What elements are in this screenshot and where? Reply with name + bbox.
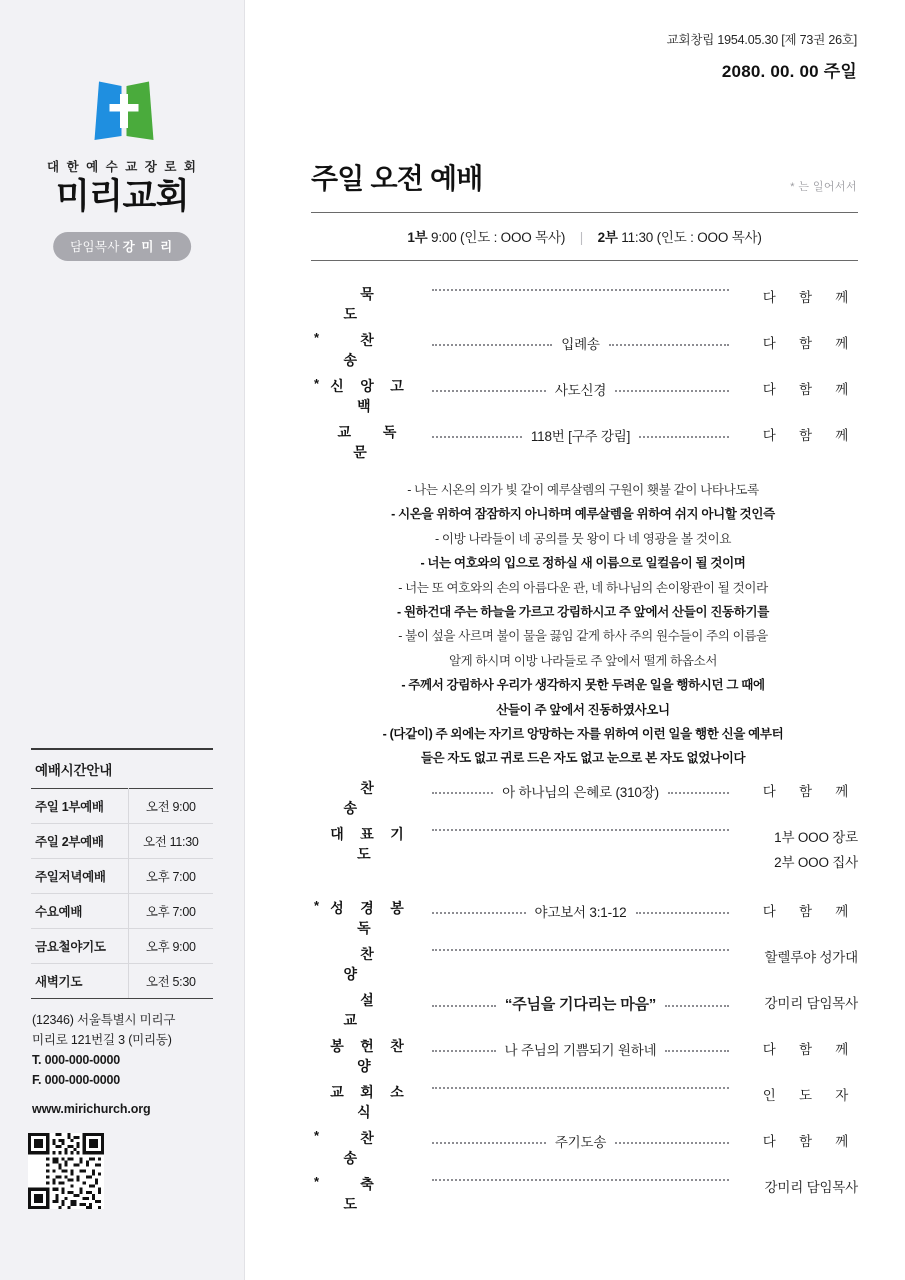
performer-text: 할렐루야 성가대 (764, 950, 858, 965)
service-time: 오후 9:00 (128, 929, 213, 964)
page-title: 주일 오전 예배 (311, 163, 483, 194)
order-label (311, 1080, 423, 1122)
founding-info: 교회창립 1954.05.30 [제 73권 26호] (666, 33, 857, 47)
order-label-text: 교 독 문 (337, 424, 411, 460)
order-row-announcements (311, 1080, 858, 1126)
performer-text: 다 함 께 (762, 904, 858, 919)
order-value: 아 하나님의 은혜로 (310장) (502, 785, 659, 800)
second-session-label: 2부 (597, 230, 618, 245)
dot-leader (432, 1179, 729, 1181)
performer-text: 다 함 께 (762, 784, 858, 799)
service-name: 주일저녁예배 (31, 859, 128, 894)
stand-star: * (314, 898, 320, 913)
performer-text: 다 함 께 (762, 1134, 858, 1149)
sidebar (0, 0, 245, 1280)
dot-leader (639, 436, 729, 438)
dot-leader (432, 390, 546, 392)
dot-leader (432, 289, 729, 291)
order-label-text: 찬 송 (343, 332, 408, 368)
performer-text: 1부 OOO 장로 (774, 830, 858, 845)
order-performer (738, 1080, 858, 1108)
stand-star: * (314, 1174, 320, 1189)
order-leader (423, 1034, 738, 1059)
order-row-creed (311, 374, 858, 420)
order-value: 입례송 (561, 337, 600, 352)
performer-text-2: 2부 OOO 집사 (774, 855, 858, 870)
dot-leader (609, 344, 729, 346)
service-name: 수요예배 (31, 894, 128, 929)
order-row-choir-anthem (311, 942, 858, 988)
bulletin-date: 2080. 00. 00 주일 (721, 62, 857, 81)
dot-leader (432, 792, 493, 794)
order-value: 나 주님의 기쁨되기 원하네 (504, 1043, 657, 1058)
order-label-text: 설 교 (343, 992, 408, 1028)
table-row (31, 964, 213, 999)
telephone: T. 000-000-0000 (32, 1053, 121, 1067)
order-label (311, 822, 423, 864)
order-row-meditation (311, 282, 858, 328)
reading-line: - 너는 또 여호와의 손의 아름다운 관, 네 하나님의 손이왕관이 될 것이라 (398, 580, 768, 595)
order-performer (738, 282, 858, 310)
address-line-2: 미리로 121번길 3 (미리동) (32, 1033, 172, 1047)
order-performer (738, 822, 858, 875)
order-label (311, 328, 423, 370)
performer-text: 다 함 께 (762, 382, 858, 397)
order-row-representative-prayer (311, 822, 858, 896)
order-row-responsive-reading (311, 420, 858, 466)
dot-leader (668, 792, 729, 794)
service-time: 오후 7:00 (128, 859, 213, 894)
reading-line: 알게 하시며 이방 나라들로 주 앞에서 떨게 하옵소서 (448, 653, 718, 668)
first-session-time: 9:00 (인도 : OOO 목사) (431, 230, 566, 245)
order-performer (738, 374, 858, 402)
second-session-time: 11:30 (인도 : OOO 목사) (621, 230, 762, 245)
stand-star: * (314, 376, 320, 391)
table-row (31, 859, 213, 894)
reading-line: - 불이 섶을 사르며 불이 물을 끓임 같게 하사 주의 원수들이 주의 이름을 (398, 629, 768, 644)
dot-leader (665, 1005, 729, 1007)
order-leader (423, 1172, 738, 1179)
order-leader (423, 822, 738, 829)
service-time: 오후 7:00 (128, 894, 213, 929)
church-logo (93, 80, 155, 146)
performer-text: 강미리 담임목사 (764, 1180, 858, 1195)
order-performer (738, 420, 858, 448)
pastor-name: 강 미 리 (122, 240, 174, 254)
order-label-text: 성 경 봉 독 (330, 900, 411, 936)
order-label (311, 776, 423, 818)
order-label (311, 1172, 423, 1214)
order-performer (738, 896, 858, 924)
order-row-sermon (311, 988, 858, 1034)
order-label-text: 신 앙 고 백 (330, 378, 411, 414)
service-time: 오전 9:00 (128, 789, 213, 824)
reading-line: - 원하건대 주는 하늘을 가르고 강림하시고 주 앞에서 산들이 진동하기를 (397, 605, 769, 620)
order-leader (423, 1080, 738, 1087)
service-name: 주일 1부예배 (31, 789, 128, 824)
order-leader (423, 1126, 738, 1151)
performer-text: 다 함 께 (762, 428, 858, 443)
order-label (311, 988, 423, 1030)
order-row-benediction (311, 1172, 858, 1218)
reading-line: - (다같이) 주 외에는 자기르 앙망하는 자를 위하여 이런 일을 행한 신을 예부터 (382, 727, 784, 742)
address-line-1: (12346) 서울특별시 미리구 (32, 1013, 176, 1027)
order-value: 사도신경 (554, 383, 607, 398)
order-performer (738, 1034, 858, 1062)
order-value: 주기도송 (554, 1135, 607, 1150)
order-performer (738, 988, 858, 1016)
qr-code-icon[interactable] (28, 1133, 104, 1209)
worship-times-section (31, 748, 213, 999)
order-leader (423, 776, 738, 801)
worship-times-table (31, 788, 213, 999)
session-times-bar (311, 212, 858, 261)
table-row (31, 894, 213, 929)
reading-line: - 너는 여호와의 입으로 정하실 새 이름으로 일컬음이 될 것이며 (420, 556, 746, 571)
header-meta (667, 30, 857, 82)
order-label (311, 1126, 423, 1168)
dot-leader (615, 1142, 729, 1144)
order-label-text: 찬 양 (343, 946, 408, 982)
table-row (31, 824, 213, 859)
reading-line: - 나는 시온의 의가 빛 같이 예루살렘의 구원이 횃불 같이 나타나도록 (407, 483, 759, 497)
dot-leader (432, 1005, 496, 1007)
order-leader (423, 328, 738, 353)
dot-leader (432, 1050, 496, 1052)
main-content (245, 0, 905, 1280)
reading-line: - 주께서 강림하사 우리가 생각하지 못한 두려운 일을 행하시던 그 때에 (401, 678, 765, 693)
order-leader (423, 896, 738, 921)
worship-times-title: 예배시간안내 (31, 748, 213, 788)
order-leader (423, 282, 738, 289)
performer-text: 다 함 께 (762, 1042, 858, 1057)
order-value: 야고보서 3:1-12 (534, 905, 627, 920)
order-of-service-bottom (311, 776, 858, 1218)
reading-line: 산들이 주 앞에서 진동하였사오니 (496, 702, 670, 717)
website-link[interactable]: www.mirichurch.org (32, 1102, 151, 1116)
fax: F. 000-000-0000 (32, 1073, 121, 1087)
order-leader (423, 988, 738, 1014)
table-row (31, 929, 213, 964)
performer-text: 다 함 께 (762, 336, 858, 351)
order-label (311, 942, 423, 984)
order-row-hymn-2 (311, 776, 858, 822)
first-session-label: 1부 (407, 230, 428, 245)
church-name: 미리교회 (55, 177, 190, 216)
service-time: 오전 5:30 (128, 964, 213, 999)
open-book-cross-logo-icon (93, 80, 155, 146)
performer-text: 강미리 담임목사 (764, 996, 858, 1011)
denomination-label: 대 한 예 수 교 장 로 회 (47, 160, 198, 174)
reading-line: - 이방 나라들이 네 공의를 뭇 왕이 다 네 영광을 볼 것이요 (434, 531, 732, 546)
dot-leader (432, 436, 522, 438)
responsive-reading-text (291, 478, 875, 771)
order-row-scripture-reading (311, 896, 858, 942)
reading-line: 들은 자도 없고 귀로 드은 자도 없고 눈으로 본 자도 없었나이다 (420, 751, 746, 766)
dot-leader (665, 1050, 729, 1052)
dot-leader (432, 1087, 729, 1089)
service-name: 새벽기도 (31, 964, 128, 999)
order-row-offertory-hymn (311, 1034, 858, 1080)
sermon-title: “주님을 기다리는 마음” (504, 996, 657, 1013)
order-row-hymn-1 (311, 328, 858, 374)
order-leader (423, 420, 738, 445)
order-label (311, 374, 423, 416)
stand-note: * 는 일어서서 (790, 181, 857, 193)
order-value: 118번 [구주 강림] (530, 429, 631, 444)
order-label-text: 교 회 소 식 (330, 1084, 411, 1120)
pastor-badge (53, 232, 191, 261)
order-performer (738, 1172, 858, 1200)
order-label (311, 282, 423, 324)
stand-star: * (314, 1128, 320, 1143)
order-label-text: 대 표 기 도 (330, 826, 411, 862)
dot-leader (432, 912, 526, 914)
order-label-text: 찬 송 (343, 780, 408, 816)
order-label-text: 묵 도 (343, 286, 408, 322)
order-label-text: 축 도 (343, 1176, 408, 1212)
dot-leader (615, 390, 729, 392)
pastor-role: 담임목사 (70, 240, 120, 254)
performer-text: 다 함 께 (762, 290, 858, 305)
dot-leader (636, 912, 730, 914)
service-time: 오전 11:30 (128, 824, 213, 859)
order-performer (738, 1126, 858, 1154)
order-performer (738, 328, 858, 356)
dot-leader (432, 829, 729, 831)
order-of-service-top (311, 282, 858, 466)
performer-text: 인 도 자 (762, 1088, 858, 1103)
dot-leader (432, 344, 552, 346)
stand-star: * (314, 330, 320, 345)
dot-leader (432, 949, 729, 951)
dot-leader (432, 1142, 546, 1144)
order-leader (423, 374, 738, 399)
order-label-text: 봉 헌 찬 양 (330, 1038, 411, 1074)
order-row-hymn-3 (311, 1126, 858, 1172)
order-performer (738, 776, 858, 804)
service-name: 금요철야기도 (31, 929, 128, 964)
table-row (31, 789, 213, 824)
order-label-text: 찬 송 (343, 1130, 408, 1166)
reading-line: - 시온을 위하여 잠잠하지 아니하며 예루살렘을 위하여 쉬지 아니할 것인즉 (391, 507, 775, 522)
order-label (311, 1034, 423, 1076)
order-label (311, 420, 423, 462)
session-separator: | (579, 230, 583, 245)
order-performer (738, 942, 858, 970)
service-name: 주일 2부예배 (31, 824, 128, 859)
order-leader (423, 942, 738, 949)
contact-block (32, 1010, 232, 1119)
order-label (311, 896, 423, 938)
